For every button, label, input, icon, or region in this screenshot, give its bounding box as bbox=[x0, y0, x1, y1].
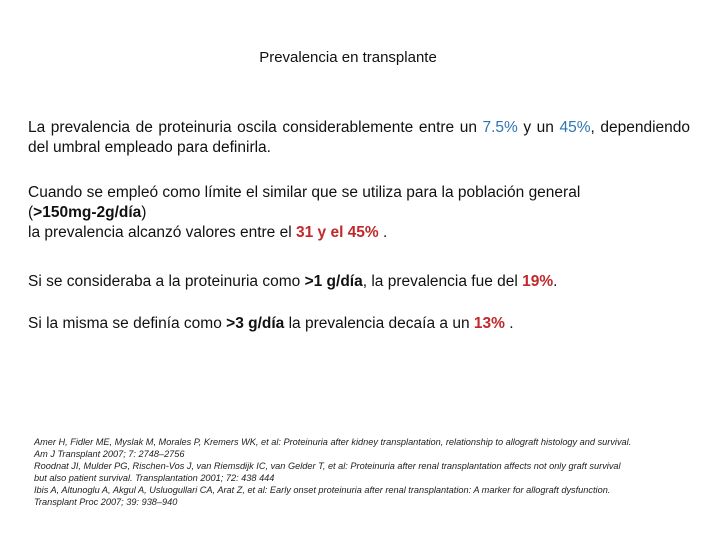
paragraph-1g-threshold bbox=[28, 272, 690, 292]
p1-text-a: La prevalencia de proteinuria oscila considerablemente entre un bbox=[28, 119, 483, 136]
p4-text-b: la prevalencia decaía a un bbox=[284, 315, 474, 332]
slide-title: Prevalencia en transplante bbox=[259, 49, 437, 66]
p2-threshold: >150mg-2g/día bbox=[33, 204, 142, 221]
p1-value-low: 7.5% bbox=[482, 119, 518, 136]
p3-threshold: >1 g/día bbox=[304, 273, 363, 290]
p4-text-c: . bbox=[504, 315, 514, 332]
reference-line: Amer H, Fidler ME, Myslak M, Morales P, Kremers WK, et al: Proteinuria after kidney transplantation, relationship to allograft histology and survival. bbox=[34, 437, 632, 447]
p2-line1: Cuando se empleó como límite el similar que se utiliza para la población general bbox=[28, 184, 581, 201]
p1-value-high: 45% bbox=[559, 119, 591, 136]
p3-text-b: , la prevalencia fue del bbox=[362, 273, 523, 290]
reference-line: Am J Transplant 2007; 7: 2748–2756 bbox=[34, 449, 185, 459]
p2-line2-open: ( bbox=[28, 204, 34, 221]
paragraph-general-threshold bbox=[28, 183, 690, 243]
p4-value: 13% bbox=[473, 315, 505, 332]
p2-line3-text: la prevalencia alcanzó valores entre el bbox=[28, 224, 296, 241]
p2-line2 bbox=[28, 203, 690, 223]
references bbox=[34, 436, 694, 508]
p4-text-a: Si la misma se definía como bbox=[28, 315, 227, 332]
p4-threshold: >3 g/día bbox=[226, 315, 285, 332]
p2-line3-end: . bbox=[378, 224, 388, 241]
p3-text-c: . bbox=[553, 273, 558, 290]
reference-line: but also patient survival. Transplantation 2001; 72: 438 444 bbox=[34, 473, 275, 483]
reference-line: Ibis A, Altunoglu A, Akgul A, Usluogullari CA, Arat Z, et al: Early onset proteinuria after renal transplantation: A marker for allograft dysfunction. bbox=[34, 485, 611, 495]
paragraph-prevalence-range bbox=[28, 118, 690, 158]
p2-line3 bbox=[28, 223, 690, 243]
p2-range-value: 31 y el 45% bbox=[295, 224, 379, 241]
p3-text-a: Si se consideraba a la proteinuria como bbox=[28, 273, 305, 290]
p1-text-b: y un bbox=[517, 119, 560, 136]
reference-line: Roodnat JI, Mulder PG, Rischen-Vos J, van Riemsdijk IC, van Gelder T, et al: Proteinuria after renal transplantation affects not only graft survival bbox=[34, 461, 621, 471]
paragraph-3g-threshold bbox=[28, 314, 690, 334]
p3-value: 19% bbox=[522, 273, 554, 290]
p2-line2-close: ) bbox=[141, 204, 147, 221]
reference-line: Transplant Proc 2007; 39: 938–940 bbox=[34, 497, 178, 507]
p1-text-c: , dependiendo del umbral empleado para definirla. bbox=[28, 119, 690, 156]
